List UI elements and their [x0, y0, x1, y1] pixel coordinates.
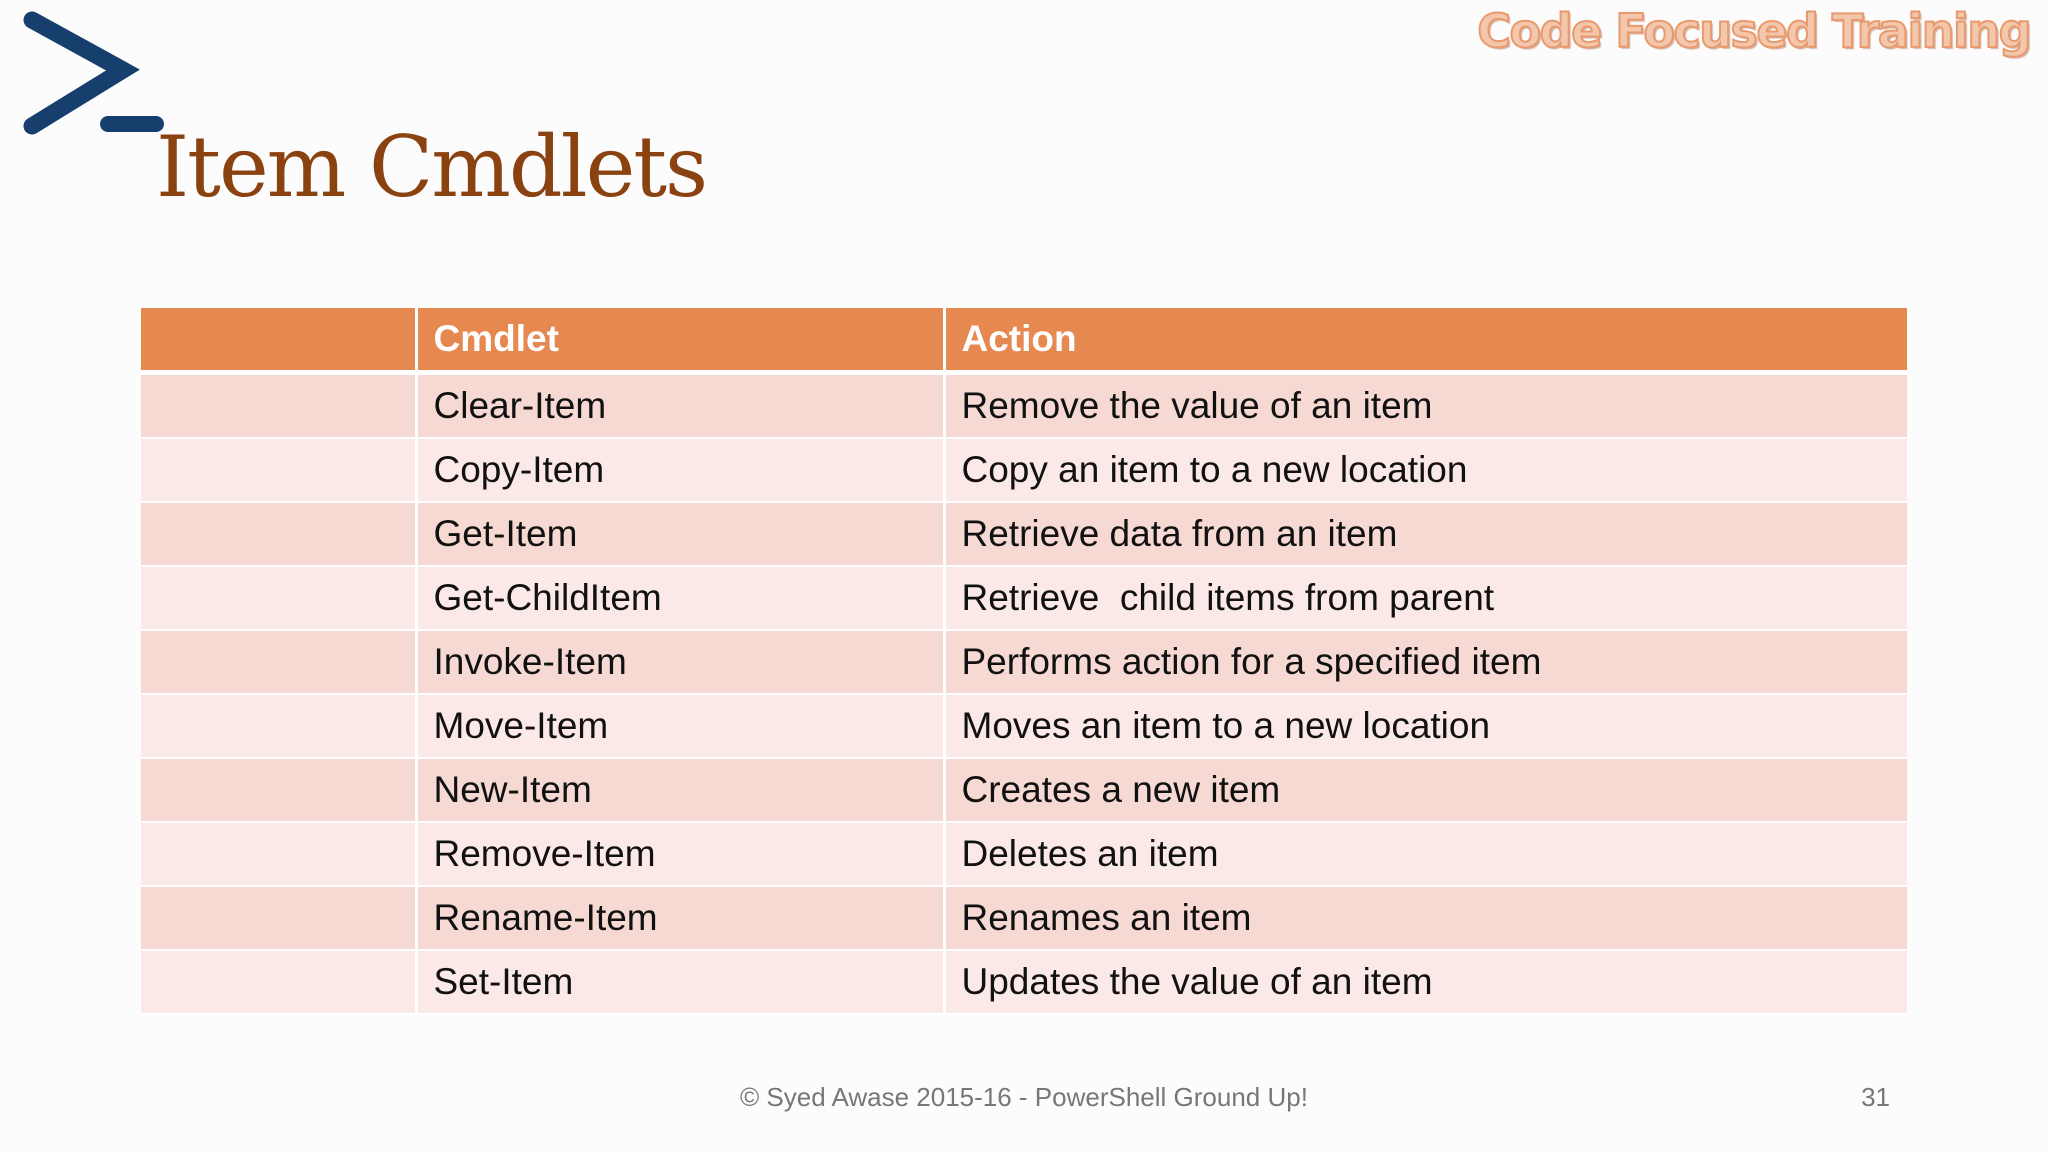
- table-row: [141, 950, 1907, 1014]
- blank-cell: [141, 758, 416, 822]
- blank-cell: [141, 373, 416, 439]
- action-cell: Updates the value of an item: [944, 950, 1907, 1014]
- blank-cell: [141, 566, 416, 630]
- cmdlet-cell: Copy-Item: [416, 438, 944, 502]
- brand-logo-text: Code Focused Training: [1477, 4, 2030, 58]
- header-cmdlet: Cmdlet: [416, 308, 944, 373]
- table-row: [141, 502, 1907, 566]
- blank-cell: [141, 694, 416, 758]
- blank-cell: [141, 630, 416, 694]
- footer-copyright: © Syed Awase 2015-16 - PowerShell Ground Up!: [740, 1082, 1308, 1112]
- cmdlet-cell: Remove-Item: [416, 822, 944, 886]
- cmdlet-table: [141, 308, 1907, 1015]
- blank-cell: [141, 502, 416, 566]
- action-cell: Remove the value of an item: [944, 373, 1907, 439]
- powershell-prompt-icon: [18, 8, 168, 143]
- action-cell: Moves an item to a new location: [944, 694, 1907, 758]
- cmdlet-cell: New-Item: [416, 758, 944, 822]
- table-row: [141, 758, 1907, 822]
- header-blank: [141, 308, 416, 373]
- table-row: [141, 886, 1907, 950]
- cmdlet-cell: Get-ChildItem: [416, 566, 944, 630]
- cmdlet-cell: Move-Item: [416, 694, 944, 758]
- cmdlet-cell: Invoke-Item: [416, 630, 944, 694]
- action-cell: Creates a new item: [944, 758, 1907, 822]
- table-row: [141, 822, 1907, 886]
- table-row: [141, 566, 1907, 630]
- cmdlet-cell: Get-Item: [416, 502, 944, 566]
- table-header-row: [141, 308, 1907, 373]
- table-row: [141, 630, 1907, 694]
- table-row: [141, 438, 1907, 502]
- blank-cell: [141, 822, 416, 886]
- action-cell: Renames an item: [944, 886, 1907, 950]
- cmdlet-cell: Rename-Item: [416, 886, 944, 950]
- page-number: 31: [1861, 1082, 1890, 1112]
- action-cell: Copy an item to a new location: [944, 438, 1907, 502]
- action-cell: Retrieve data from an item: [944, 502, 1907, 566]
- action-cell: Performs action for a specified item: [944, 630, 1907, 694]
- cmdlet-cell: Clear-Item: [416, 373, 944, 439]
- blank-cell: [141, 950, 416, 1014]
- cmdlet-table-container: [141, 308, 1907, 1015]
- header-action: Action: [944, 308, 1907, 373]
- action-cell: Deletes an item: [944, 822, 1907, 886]
- blank-cell: [141, 438, 416, 502]
- table-row: [141, 694, 1907, 758]
- slide-title: Item Cmdlets: [156, 118, 707, 216]
- cmdlet-cell: Set-Item: [416, 950, 944, 1014]
- table-row: [141, 373, 1907, 439]
- action-cell: Retrieve child items from parent: [944, 566, 1907, 630]
- blank-cell: [141, 886, 416, 950]
